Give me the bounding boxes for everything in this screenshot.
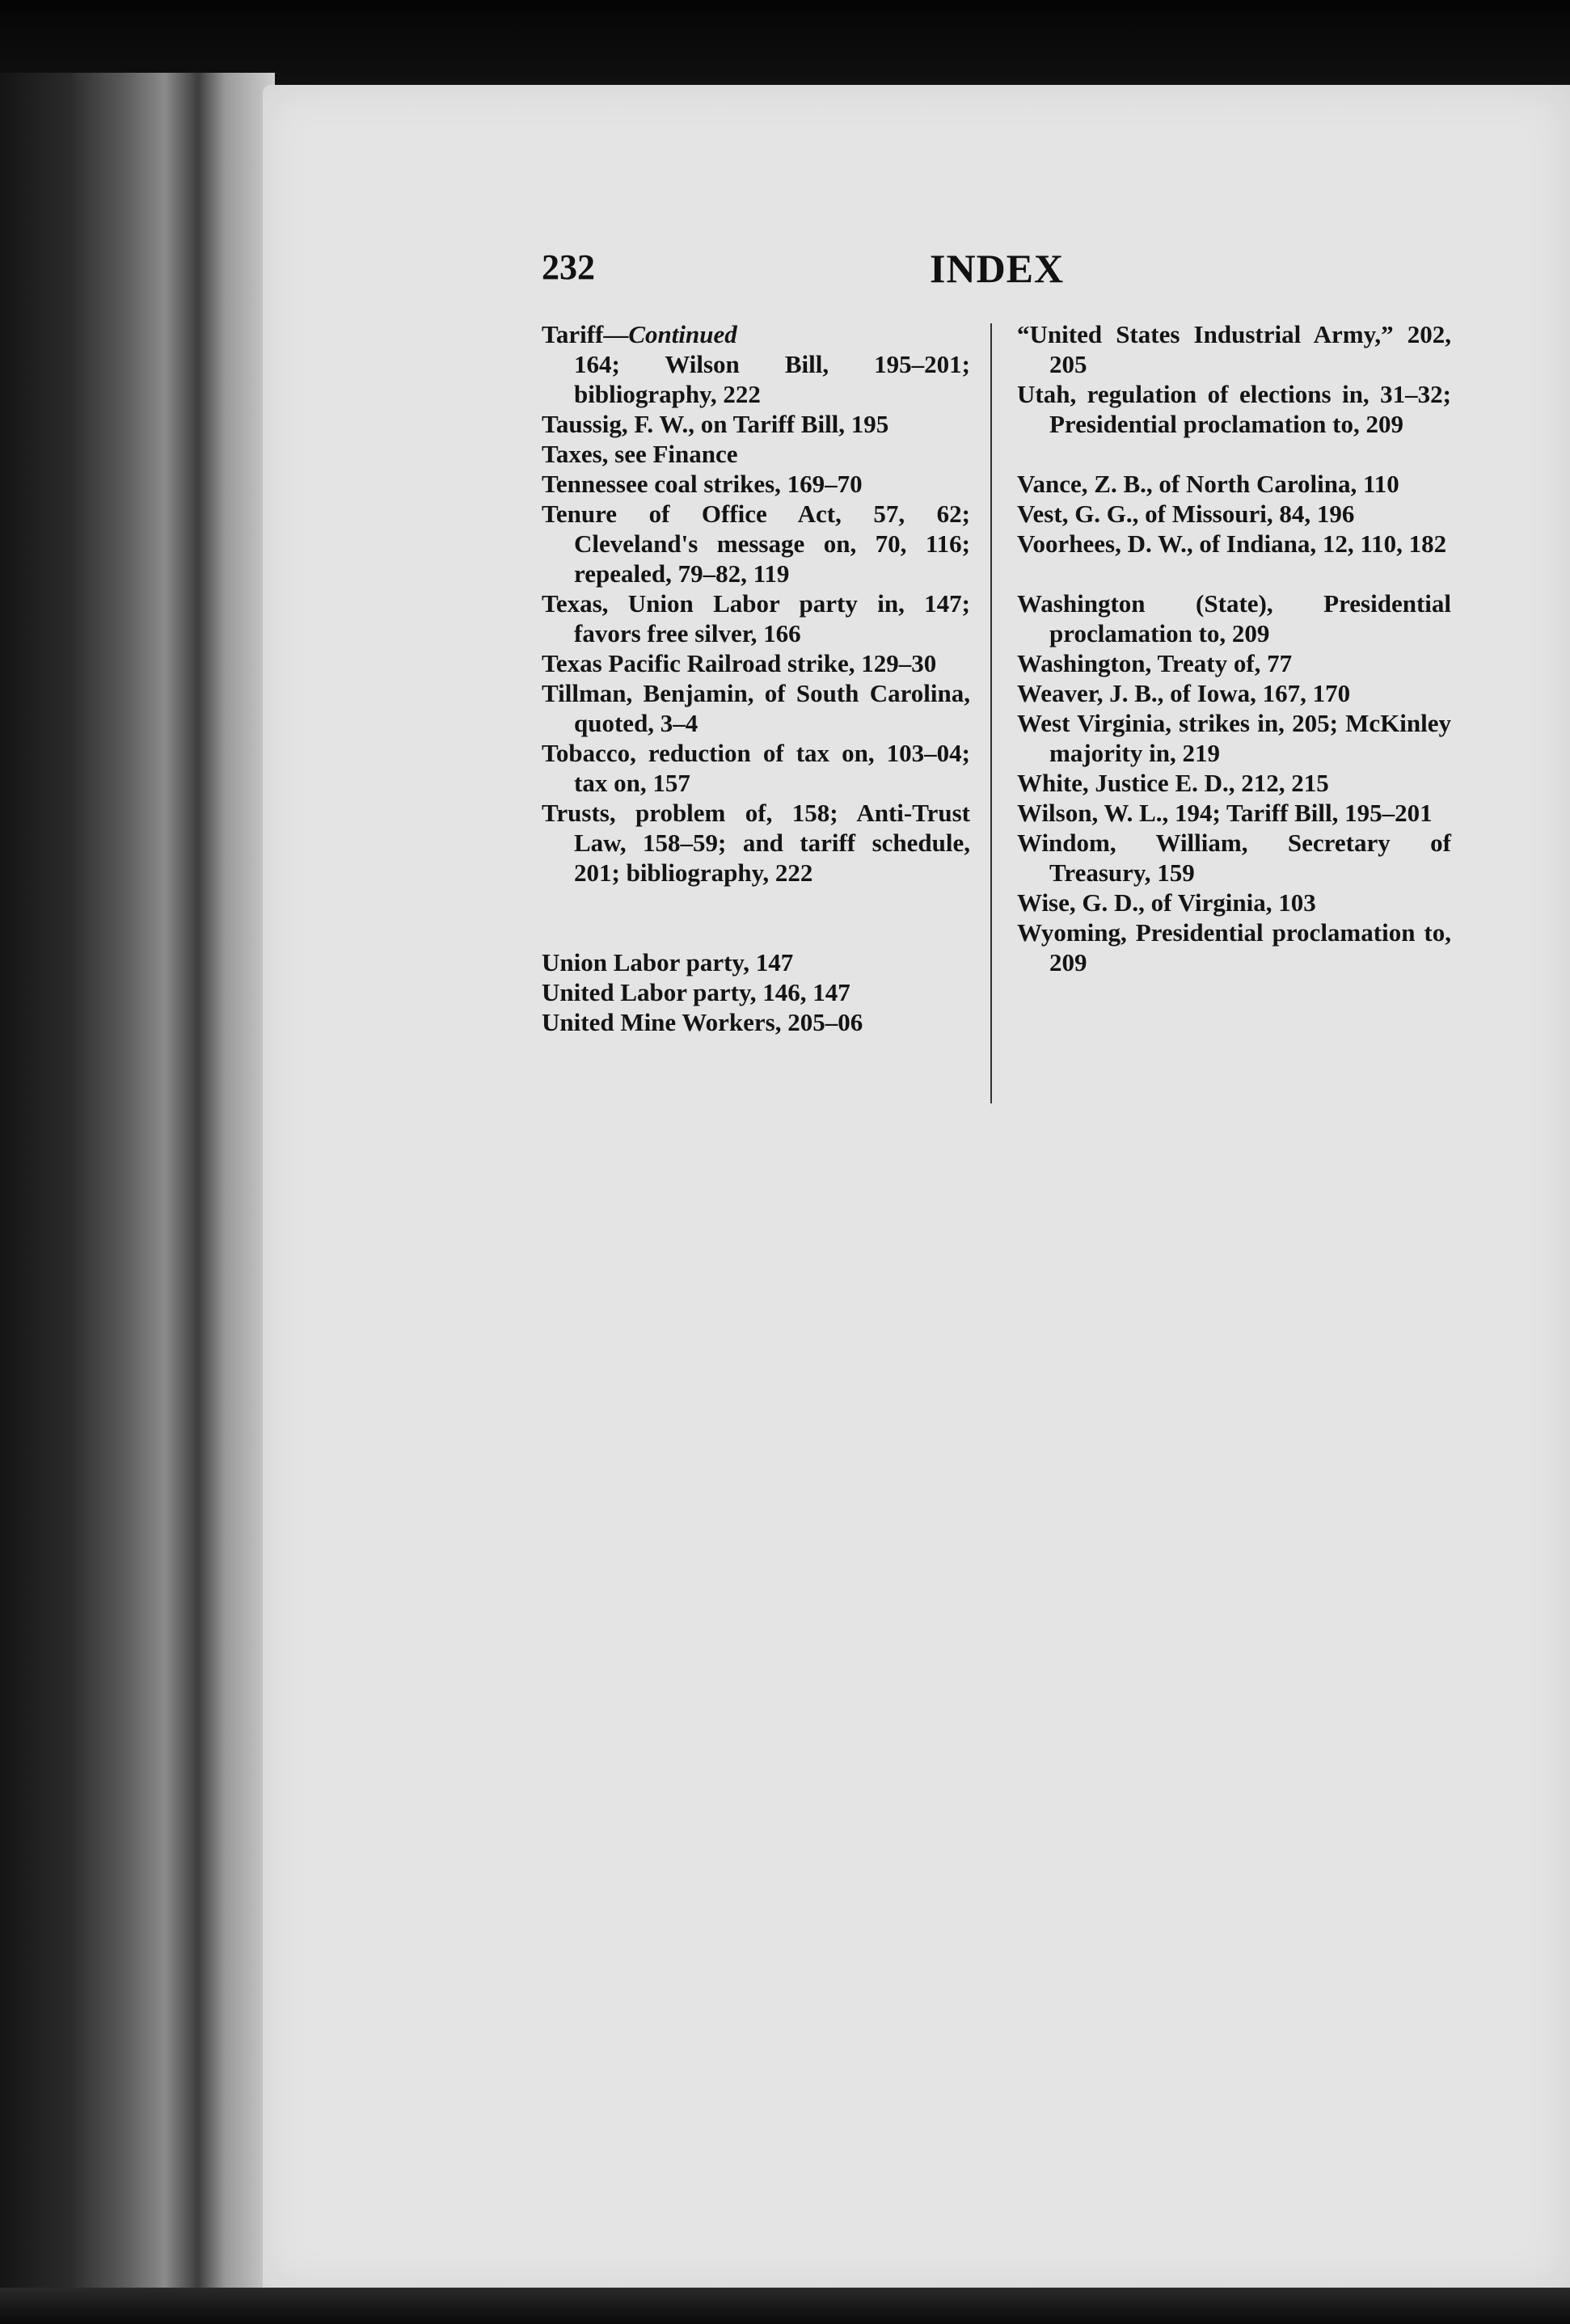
index-entry: Taxes, see Finance <box>542 440 738 468</box>
index-entry: Tennessee coal strikes, 169–70 <box>542 470 863 498</box>
index-entry: Taussig, F. W., on Tariff Bill, 195 <box>542 410 889 438</box>
index-column-right <box>1017 319 1451 977</box>
page-number: 232 <box>542 247 595 287</box>
index-entry-tariff-continued <box>542 319 970 349</box>
index-entry: West Virginia, strikes in, 205; McKinley majority in, 219 <box>1017 709 1451 767</box>
scan-background-bottom <box>0 2288 1570 2324</box>
index-entry: Washington (State), Presidential proclamation to, 209 <box>1017 589 1451 647</box>
book-spine-edge <box>0 73 275 2324</box>
index-entry: Wyoming, Presidential proclamation to, 209 <box>1017 918 1451 976</box>
continued-heading: Tariff— <box>542 320 629 348</box>
index-entry: Tenure of Office Act, 57, 62; Cleveland's message on, 70, 116; repealed, 79–82, 119 <box>542 500 970 588</box>
letter-group-gap <box>542 888 970 947</box>
index-entry: Windom, William, Secretary of Treasury, 159 <box>1017 829 1451 887</box>
index-entry: Union Labor party, 147 <box>542 948 794 976</box>
letter-group-gap <box>1017 439 1451 469</box>
running-head: INDEX <box>930 246 1065 291</box>
index-entry: Texas, Union Labor party in, 147; favors free silver, 166 <box>542 589 970 647</box>
index-entry: Tobacco, reduction of tax on, 103–04; tax on, 157 <box>542 739 970 797</box>
index-entry: Vance, Z. B., of North Carolina, 110 <box>1017 470 1399 498</box>
index-entry: Tillman, Benjamin, of South Carolina, quoted, 3–4 <box>542 679 970 737</box>
index-entry: United Labor party, 146, 147 <box>542 978 850 1006</box>
index-entry: Washington, Treaty of, 77 <box>1017 649 1293 677</box>
continued-label: Continued <box>628 320 737 348</box>
index-entry: White, Justice E. D., 212, 215 <box>1017 769 1329 797</box>
index-entry: Voorhees, D. W., of Indiana, 12, 110, 182 <box>1017 529 1447 558</box>
index-entry: Trusts, problem of, 158; Anti-Trust Law, 158–59; and tariff schedule, 201; bibliography, 222 <box>542 799 970 887</box>
index-entry: Wilson, W. L., 194; Tariff Bill, 195–201 <box>1017 799 1433 827</box>
index-entry: United Mine Workers, 205–06 <box>542 1008 863 1036</box>
index-entry: Vest, G. G., of Missouri, 84, 196 <box>1017 500 1355 528</box>
index-entry: Utah, regulation of elections in, 31–32; Presidential proclamation to, 209 <box>1017 380 1451 438</box>
column-divider <box>990 323 992 1103</box>
index-entry: Wise, G. D., of Virginia, 103 <box>1017 888 1316 917</box>
index-entry: 164; Wilson Bill, 195–201; bibliography, 222 <box>574 350 970 408</box>
letter-group-gap <box>1017 559 1451 588</box>
index-entry: Weaver, J. B., of Iowa, 167, 170 <box>1017 679 1351 707</box>
index-entry: Texas Pacific Railroad strike, 129–30 <box>542 649 937 677</box>
index-column-left <box>542 319 970 1037</box>
index-entry: “United States Industrial Army,” 202, 205 <box>1017 320 1451 378</box>
